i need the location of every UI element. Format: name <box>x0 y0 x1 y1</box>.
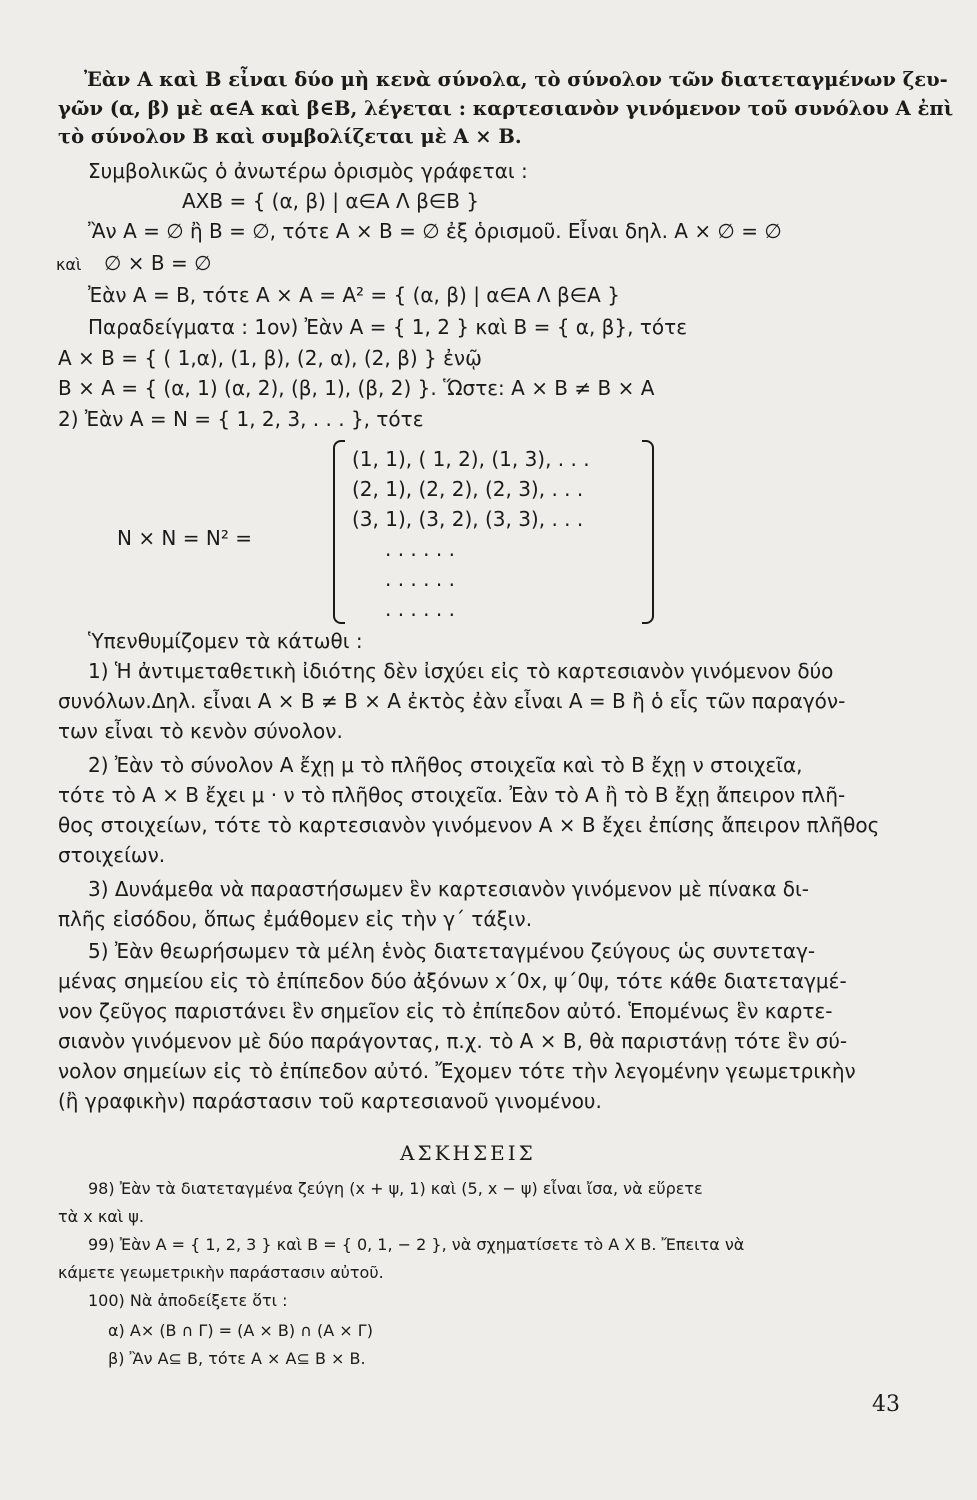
page-number: 43 <box>872 1392 900 1417</box>
matrix-row-5: . . . . . . <box>385 567 455 591</box>
square-line: Ἐὰν A = B, τότε A × A = A² = { (α, β) | α∈A Λ β∈A } <box>88 283 620 307</box>
remark-3-line-1: 3) Δυνάμεθα νὰ παραστήσωμεν ἓν καρτεσιανὸν γινόμενον μὲ πίνακα δι- <box>88 877 810 901</box>
reminders-heading: Ὑπενθυμίζομεν τὰ κάτωθι : <box>88 629 363 653</box>
definition-line-2: γῶν (α, β) μὲ α∈A καὶ β∈B, λέγεται : καρτεσιανὸν γινόμενον τοῦ συνόλου A ἐπὶ <box>58 97 954 120</box>
exercise-98-line-1: 98) Ἐὰν τὰ διατεταγμένα ζεύγη (x + ψ, 1) καὶ (5, x − ψ) εἶναι ἴσα, νὰ εὕρετε <box>88 1179 703 1198</box>
remark-5-line-5: νολον σημείων εἰς τὸ ἐπίπεδον αὐτό. Ἔχομεν τότε τὴν λεγομένην γεωμετρικὴν <box>58 1059 856 1083</box>
matrix-row-4: . . . . . . <box>385 537 455 561</box>
exercise-100: 100) Νὰ ἀποδείξετε ὅτι : <box>88 1291 288 1310</box>
definition-line-3: τὸ σύνολον B καὶ συμβολίζεται μὲ A × B. <box>58 125 522 148</box>
remark-1-line-3: των εἶναι τὸ κενὸν σύνολον. <box>58 719 343 743</box>
example-axb: A × B = { ( 1,α), (1, β), (2, α), (2, β) } ἐνῷ <box>58 346 482 370</box>
remark-5-line-4: σιανὸν γινόμενον μὲ δύο παράγοντας, π.χ. τὸ A × B, θὰ παριστάνῃ τότε ἓν σύ- <box>58 1029 848 1053</box>
matrix-row-1: (1, 1), ( 1, 2), (1, 3), . . . <box>352 447 590 471</box>
remark-5-line-2: μένας σημείου εἰς τὸ ἐπίπεδον δύο ἀξόνων x΄0x, ψ΄0ψ, τότε κάθε διατεταγμέ- <box>58 969 847 993</box>
definition-line-1: Ἐὰν A καὶ B εἶναι δύο μὴ κενὰ σύνολα, τὸ σύνολον τῶν διατεταγμένων ζευ- <box>84 68 948 91</box>
empty-set-line-2: ∅ × B = ∅ <box>104 251 212 275</box>
remark-2-line-3: θος στοιχείων, τότε τὸ καρτεσιανὸν γινόμενον A × B ἔχει ἐπίσης ἄπειρον πλῆθος <box>58 813 880 837</box>
exercise-100-b: β) Ἂν A⊆ B, τότε A × A⊆ B × B. <box>108 1349 366 1368</box>
matrix-lhs: N × N = N² = <box>117 526 252 550</box>
empty-set-kai: καὶ <box>56 255 82 274</box>
exercise-98-line-2: τὰ x καὶ ψ. <box>58 1207 144 1226</box>
matrix-left-brace <box>333 440 345 624</box>
remark-2-line-1: 2) Ἐὰν τὸ σύνολον A ἔχῃ μ τὸ πλῆθος στοιχεῖα καὶ τὸ B ἔχῃ ν στοιχεῖα, <box>88 753 803 777</box>
formula-axb: AXB = { (α, β) | α∈A Λ β∈B } <box>182 189 480 213</box>
exercise-100-a: α) A× (B ∩ Γ) = (A × B) ∩ (A × Γ) <box>108 1321 373 1340</box>
remark-5-line-1: 5) Ἐὰν θεωρήσωμεν τὰ μέλη ἑνὸς διατεταγμένου ζεύγους ὡς συντεταγ- <box>88 939 816 963</box>
matrix-row-6: . . . . . . <box>385 597 455 621</box>
exercise-99-line-1: 99) Ἐὰν A = { 1, 2, 3 } καὶ B = { 0, 1, − 2 }, νὰ σχηματίσετε τὸ A X B. Ἔπειτα νὰ <box>88 1235 745 1254</box>
matrix-right-brace <box>642 440 654 624</box>
matrix-row-3: (3, 1), (3, 2), (3, 3), . . . <box>352 507 584 531</box>
example-2: 2) Ἐὰν A = N = { 1, 2, 3, . . . }, τότε <box>58 407 424 431</box>
empty-set-line: Ἂν A = ∅ ἢ B = ∅, τότε A × B = ∅ ἐξ ὁρισμοῦ. Εἶναι δηλ. A × ∅ = ∅ <box>88 219 782 243</box>
remark-2-line-4: στοιχείων. <box>58 843 166 867</box>
example-bxa: B × A = { (α, 1) (α, 2), (β, 1), (β, 2) }. Ὥστε: A × B ≠ B × A <box>58 376 655 400</box>
exercise-99-line-2: κάμετε γεωμετρικὴν παράστασιν αὐτοῦ. <box>58 1263 384 1282</box>
matrix-row-2: (2, 1), (2, 2), (2, 3), . . . <box>352 477 584 501</box>
remark-3-line-2: πλῆς εἰσόδου, ὅπως ἐμάθομεν εἰς τὴν γ΄ τάξιν. <box>58 907 533 931</box>
exercises-heading: ΑΣΚΗΣΕΙΣ <box>400 1141 536 1165</box>
remark-5-line-3: νον ζεῦγος παριστάνει ἓν σημεῖον εἰς τὸ ἐπίπεδον αὐτό. Ἑπομένως ἓν καρτε- <box>58 999 833 1023</box>
examples-line: Παραδείγματα : 1ον) Ἐὰν A = { 1, 2 } καὶ B = { α, β}, τότε <box>88 315 688 339</box>
remark-2-line-2: τότε τὸ A × B ἔχει μ · ν τὸ πλῆθος στοιχεῖα. Ἐὰν τὸ A ἢ τὸ B ἔχῃ ἄπειρον πλῆ- <box>58 783 846 807</box>
remark-5-line-6: (ἢ γραφικὴν) παράστασιν τοῦ καρτεσιανοῦ γινομένου. <box>58 1089 602 1113</box>
remark-1-line-2: συνόλων.Δηλ. εἶναι A × B ≠ B × A ἐκτὸς ἐὰν εἶναι A = B ἢ ὁ εἷς τῶν παραγόν- <box>58 689 846 713</box>
symbolic-intro: Συμβολικῶς ὁ ἀνωτέρω ὁρισμὸς γράφεται : <box>88 159 528 183</box>
remark-1-line-1: 1) Ἡ ἀντιμεταθετικὴ ἰδιότης δὲν ἰσχύει εἰς τὸ καρτεσιανὸν γινόμενον δύο <box>88 659 834 683</box>
